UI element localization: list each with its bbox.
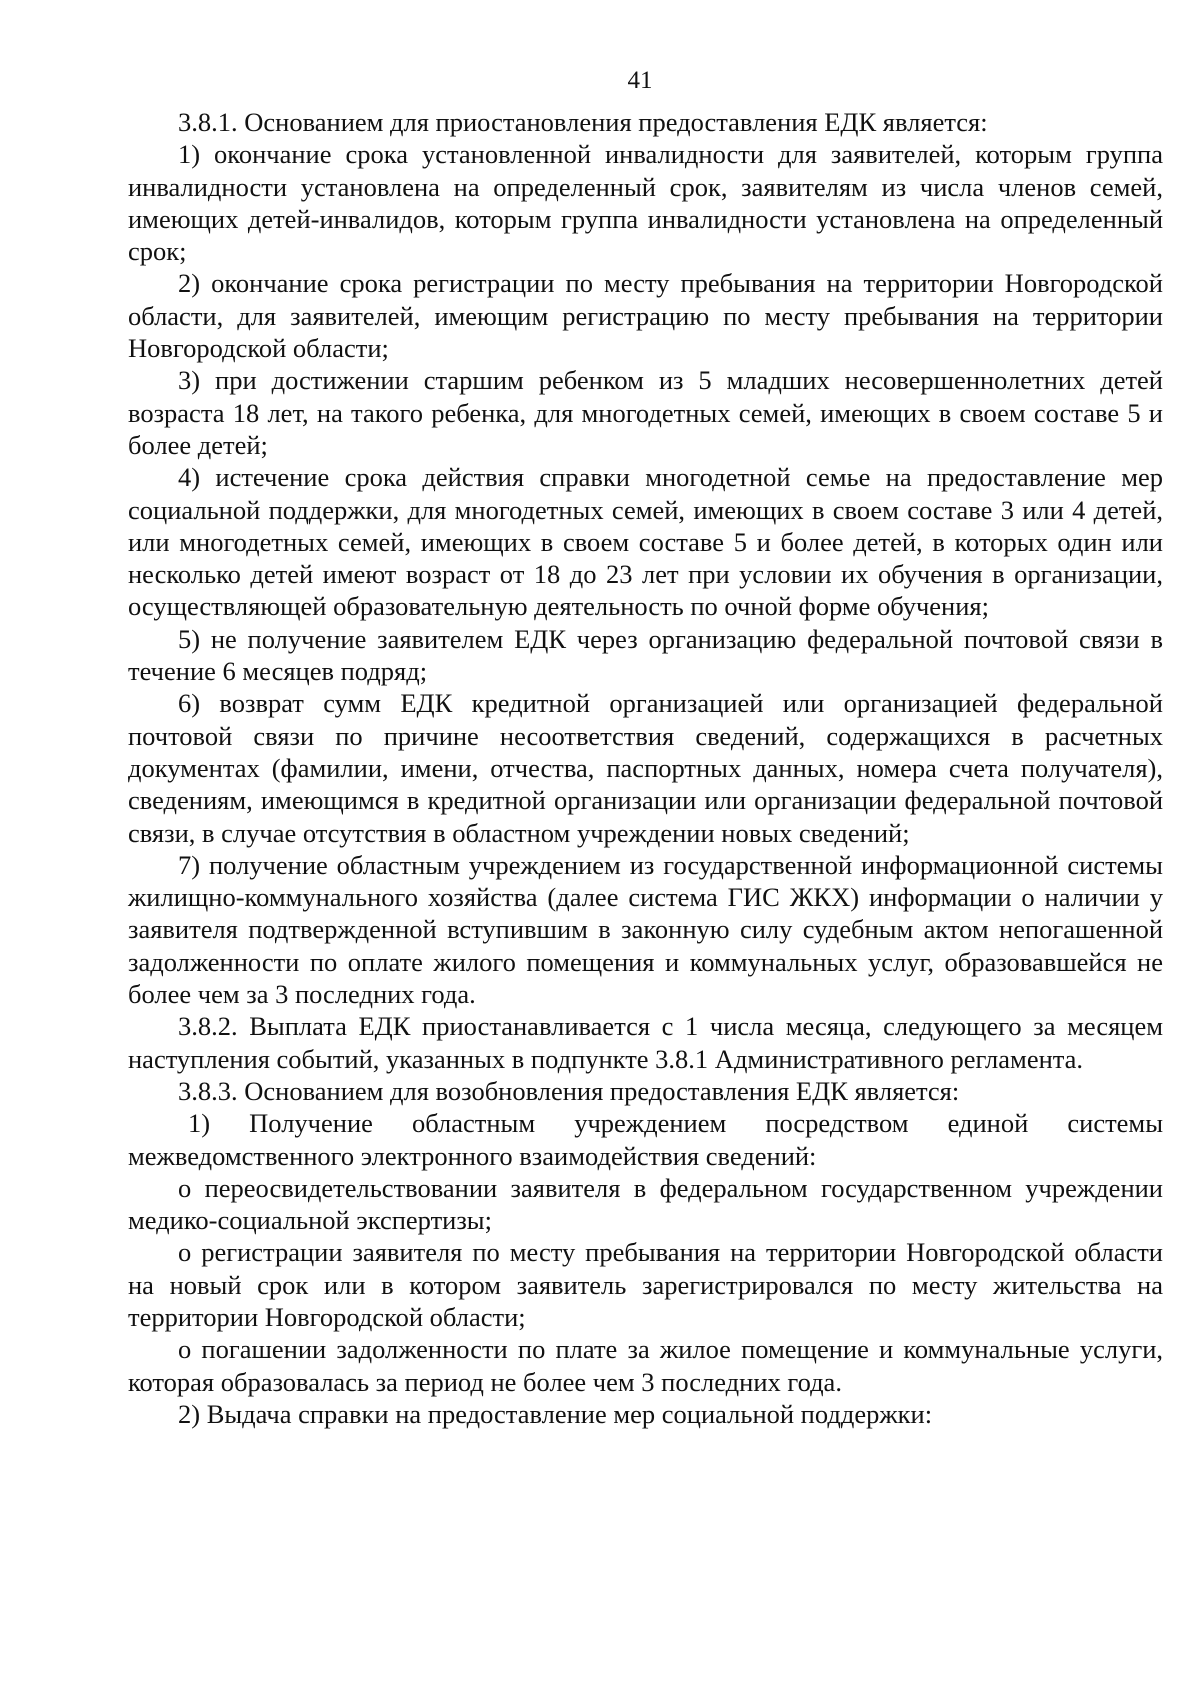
document-body — [128, 106, 1163, 1430]
paragraph-resume-subitem-debt: о погашении задолженности по плате за жилое помещение и коммунальные услуги, которая образовалась за период не более чем 3 последних года. — [128, 1334, 1163, 1397]
paragraph-resume-item-1: 1) Получение областным учреждением посредством единой системы межведомственного электронного взаимодействия сведений: — [128, 1108, 1163, 1171]
paragraph-3-8-1-heading: 3.8.1. Основанием для приостановления предоставления ЕДК является: — [178, 107, 988, 137]
paragraph-item-6: 6) возврат сумм ЕДК кредитной организацией или организацией федеральной почтовой связи по причине несоответствия сведений, содержащихся в расчетных документах (фамилии, имени, отчества, паспортных данных, номера счета получателя), сведениям, имеющимся в кредитной организации или организации федеральной почтовой связи, в случае отсутствия в областном учреждении новых сведений; — [128, 688, 1163, 848]
paragraph-item-5: 5) не получение заявителем ЕДК через организацию федеральной почтовой связи в течение 6 месяцев подряд; — [128, 623, 1163, 687]
paragraph-resume-item-2: 2) Выдача справки на предоставление мер социальной поддержки: — [178, 1398, 933, 1429]
paragraph-item-7: 7) получение областным учреждением из государственной информационной системы жилищно-коммунального хозяйства (далее система ГИС ЖКХ) информации о наличии у заявителя подтвержденной вступившим в законную силу судебным актом непогашенной задолженности по оплате жилого помещения и коммунальных услуг, образовавшейся не более чем за 3 последних года. — [128, 849, 1163, 1010]
paragraph-3-8-3-heading: 3.8.3. Основанием для возобновления предоставления ЕДК является: — [178, 1075, 960, 1106]
paragraph-item-1: 1) окончание срока установленной инвалидности для заявителей, которым группа инвалидности установлена на определенный срок, заявителям из числа членов семей, имеющих детей-инвалидов, которым группа инвалидности установлена на определенный срок; — [128, 139, 1163, 267]
paragraph-3-8-2: 3.8.2. Выплата ЕДК приостанавливается с 1 числа месяца, следующего за месяцем наступления событий, указанных в подпункте 3.8.1 Административного регламента. — [128, 1011, 1163, 1074]
page-number: 41 — [627, 67, 653, 94]
paragraph-item-3: 3) при достижении старшим ребенком из 5 младших несовершеннолетних детей возраста 18 лет, на такого ребенка, для многодетных семей, имеющих в своем составе 5 и более детей; — [128, 365, 1163, 460]
paragraph-item-4: 4) истечение срока действия справки многодетной семье на предоставление мер социальной поддержки, для многодетных семей, имеющих в своем составе 3 или 4 детей, или многодетных семей, имеющих в своем составе 5 и более детей, в которых один или несколько детей имеют возраст от 18 до 23 лет при условии их обучения в организации, осуществляющей образовательную деятельность по очной форме обучения; — [128, 462, 1163, 622]
paragraph-item-2: 2) окончание срока регистрации по месту пребывания на территории Новгородской области, для заявителей, имеющим регистрацию по месту пребывания на территории Новгородской области; — [128, 268, 1163, 364]
paragraph-resume-subitem-registration: о регистрации заявителя по месту пребывания на территории Новгородской области на новый срок или в котором заявитель зарегистрировался по месту жительства на территории Новгородской области; — [128, 1237, 1163, 1332]
paragraph-resume-subitem-reexamination: о переосвидетельствовании заявителя в федеральном государственном учреждении медико-социальной экспертизы; — [128, 1172, 1163, 1236]
